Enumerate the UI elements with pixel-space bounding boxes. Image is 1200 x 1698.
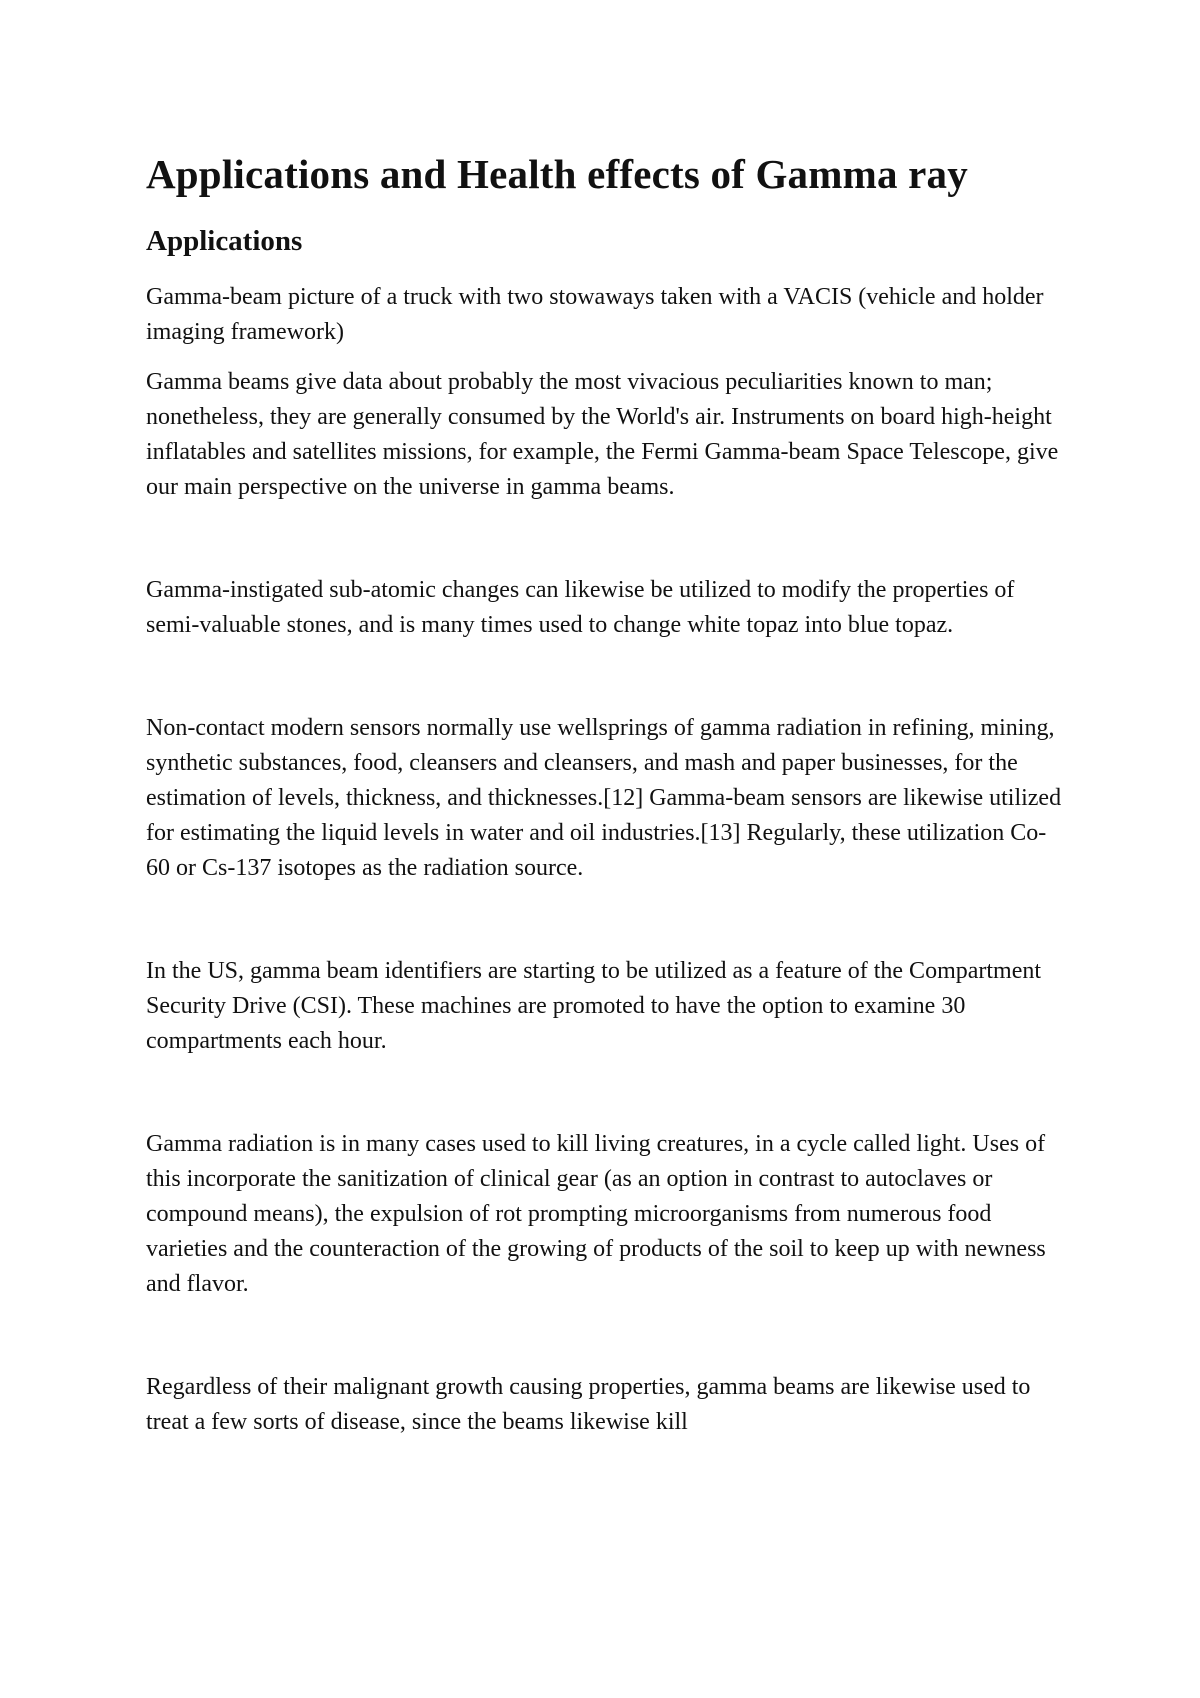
image-caption: Gamma-beam picture of a truck with two stowaways taken with a VACIS (vehicle and holder imaging framework)	[146, 284, 1044, 345]
document-body	[146, 144, 1066, 1440]
paragraph-csi: In the US, gamma beam identifiers are starting to be utilized as a feature of the Compartment Security Drive (CSI). These machines are promoted to have the option to examine 30 compartments each hour.	[146, 958, 1042, 1054]
paragraph-sterilization: Gamma radiation is in many cases used to kill living creatures, in a cycle called light. Uses of this incorporate the sanitization of clinical gear (as an option in contrast to autoclaves or compound means), the expulsion of rot prompting microorganisms from numerous food varieties and the counteraction of the growing of products of the soil to keep up with newness and flavor.	[146, 1131, 1046, 1297]
section-heading: Applications	[146, 225, 303, 257]
document-title: Applications and Health effects of Gamma ray	[146, 151, 968, 197]
paragraph-cancer-treatment: Regardless of their malignant growth causing properties, gamma beams are likewise used to treat a few sorts of disease, since the beams likewise kill	[146, 1374, 1031, 1435]
paragraph-sensors: Non-contact modern sensors normally use wellsprings of gamma radiation in refining, mining, synthetic substances, food, cleansers and cleansers, and mash and paper businesses, for the estimation of levels, thickness, and thicknesses.[12] Gamma-beam sensors are likewise utilized for estimating the liquid levels in water and oil industries.[13] Regularly, these utilization Co-60 or Cs-137 isotopes as the radiation source.	[146, 715, 1062, 881]
paragraph-fermi: Gamma beams give data about probably the most vivacious peculiarities known to man; nonetheless, they are generally consumed by the World's air. Instruments on board high-height inflatables and satellites missions, for example, the Fermi Gamma-beam Space Telescope, give our main perspective on the universe in gamma beams.	[146, 369, 1059, 500]
paragraph-topaz: Gamma-instigated sub-atomic changes can likewise be utilized to modify the properties of semi-valuable stones, and is many times used to change white topaz into blue topaz.	[146, 577, 1015, 638]
